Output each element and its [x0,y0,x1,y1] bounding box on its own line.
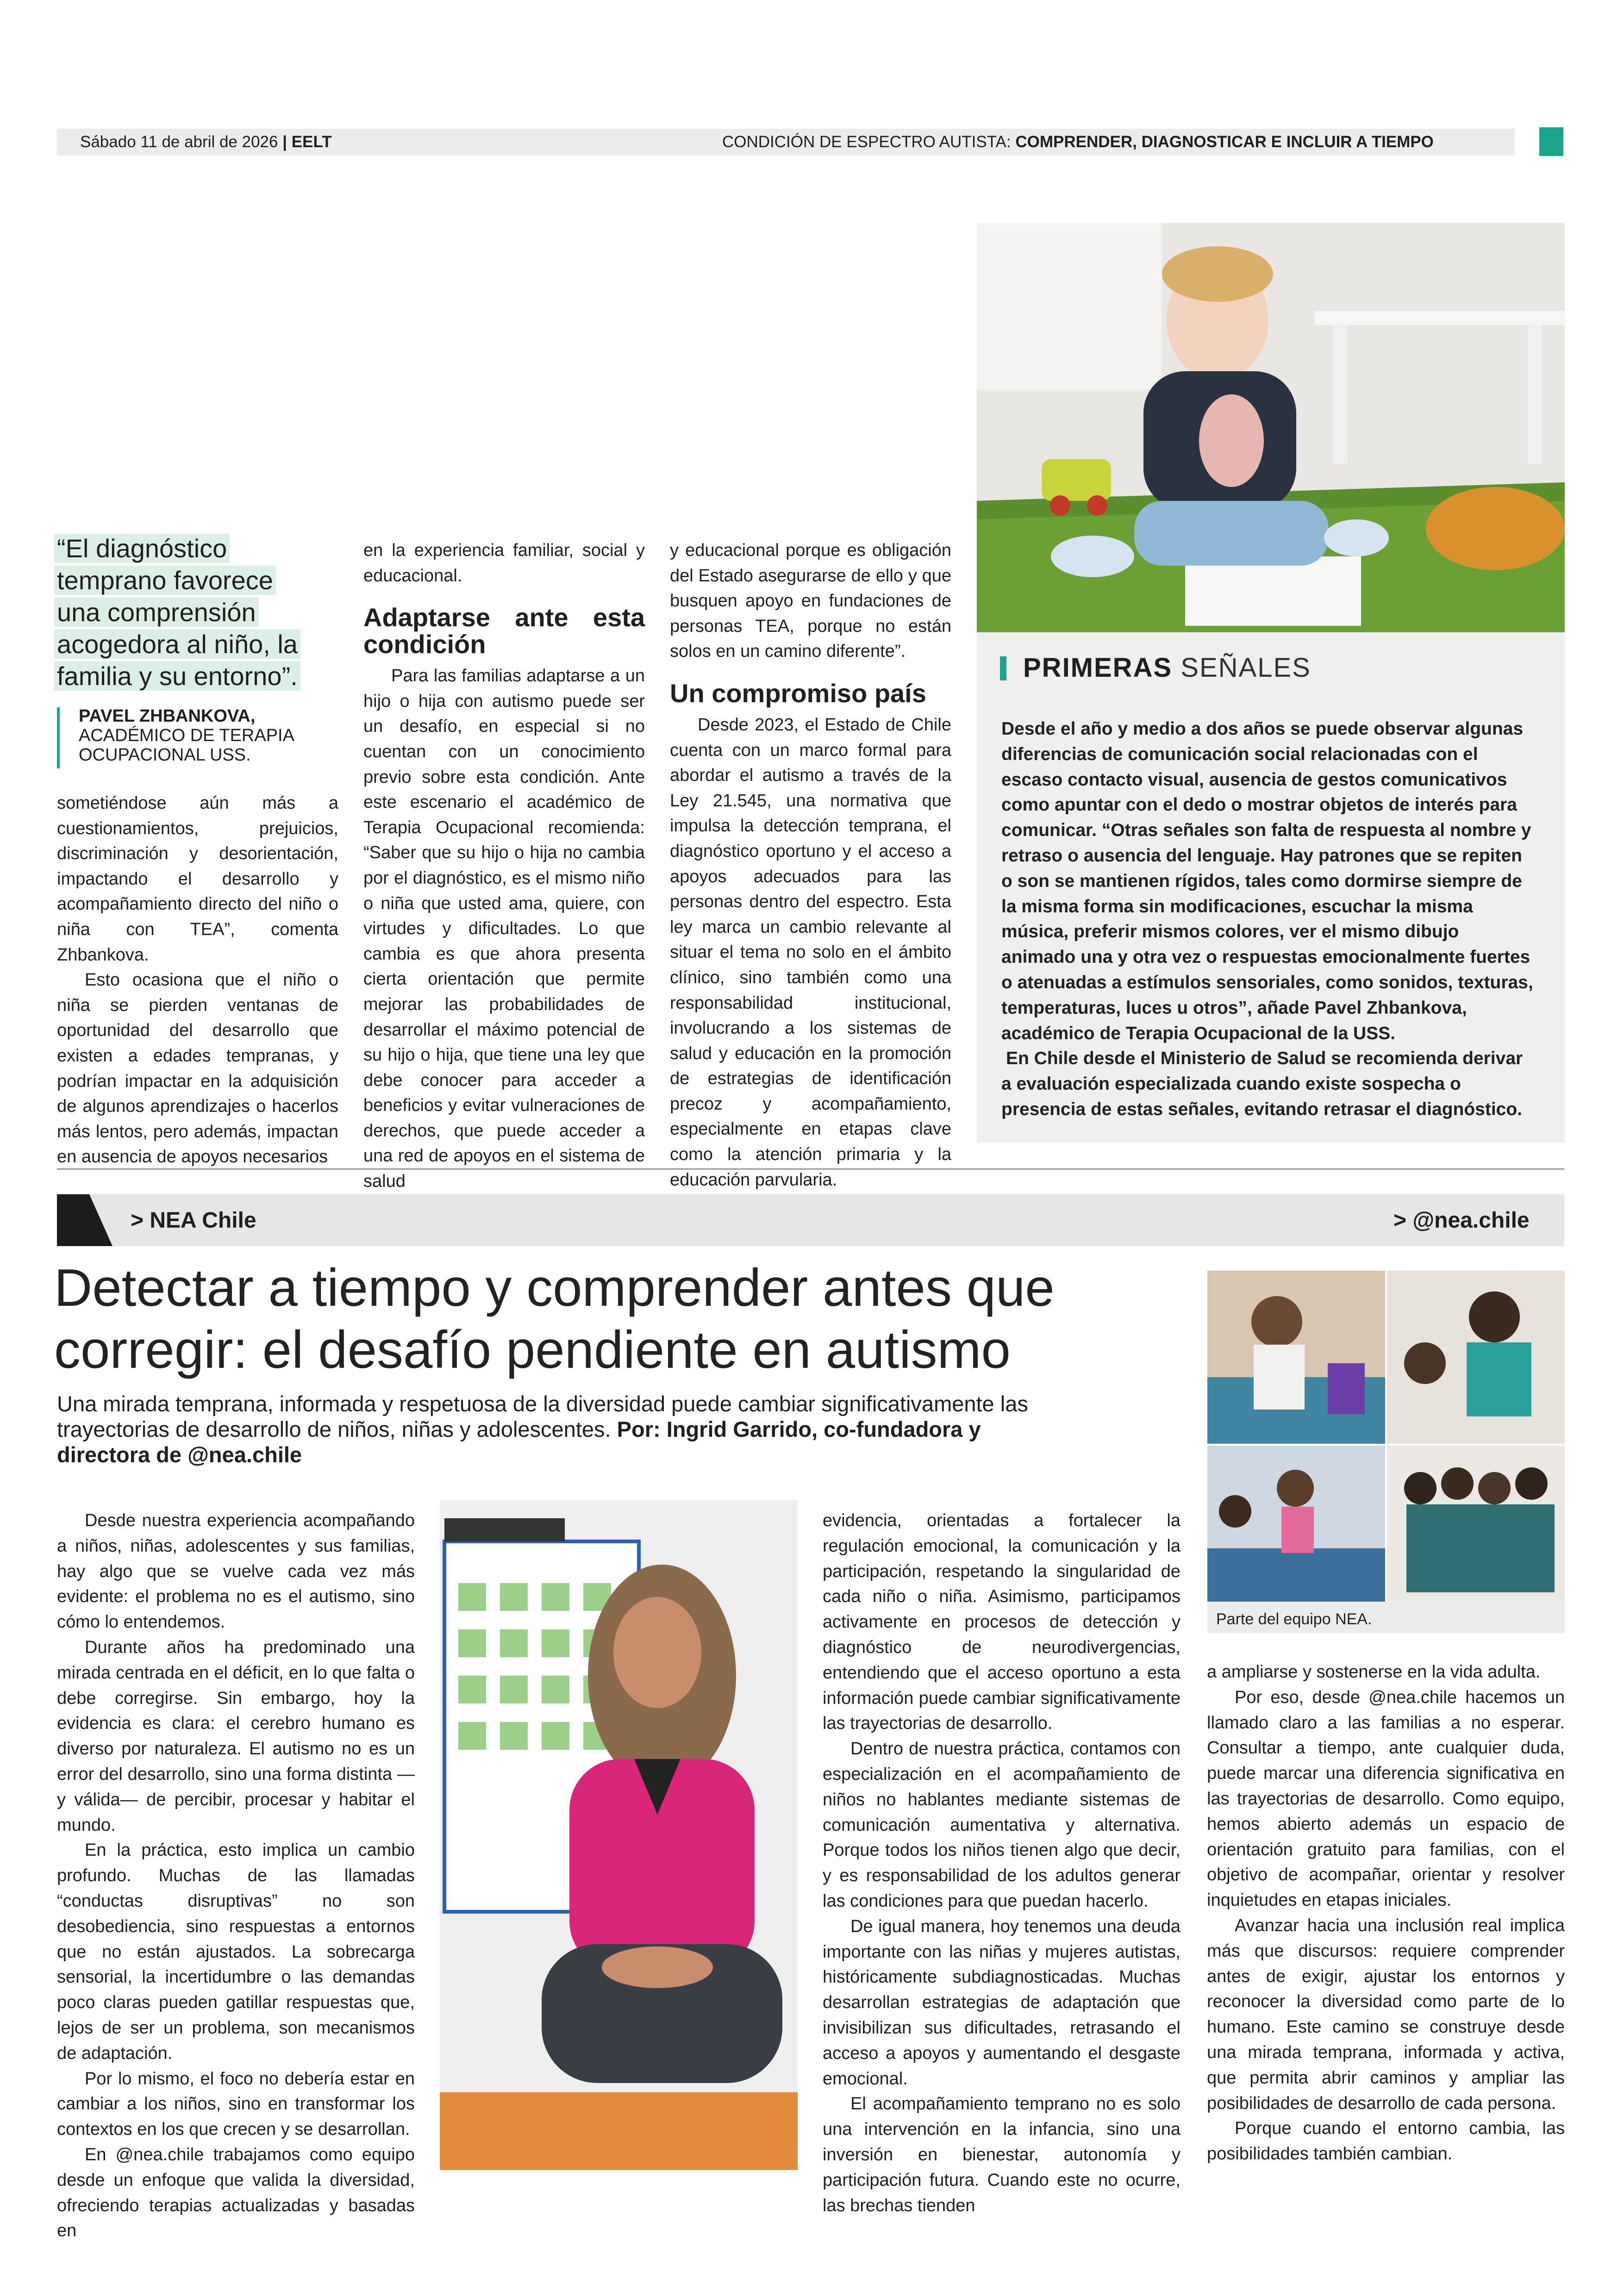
quote-author-name: PAVEL ZHBANKOVA, [79,706,256,726]
headline-line: Detectar a tiempo y comprender antes que [54,1259,1055,1317]
header-date-line [80,133,332,151]
top-column-3 [670,538,951,1192]
header-publication: EELT [291,133,332,151]
paragraph: sometiéndose aún más a cuestionamientos, prejuicios, discriminación y desorientación, impactando el desarrollo y acompañamiento directo del niño o niña con TEA”, comenta Zhbankova. [57,793,338,965]
bottom-column-1 [57,1508,415,2244]
sidebar-body [1001,717,1535,1123]
paragraph: Esto ocasiona que el niño o niña se pierden ventanas de oportunidad del desarrollo que existen a edades tempranas, y podrían impactar en la adquisición de algunos aprendizajes o hacerlos más lentos, pero además, impactan en ausencia de apoyos necesarios [57,970,338,1167]
header-section-prefix: CONDICIÓN DE ESPECTRO AUTISTA: [722,133,1011,151]
paragraph: Avanzar hacia una inclusión real implica más que discursos: requiere comprender antes de exigir, ajustar los entornos y reconocer la diversidad como parte de lo humano. Este camino se construye desde una mirada temprana, informada y activa, que permita abrir caminos y ampliar las posibilidades de desarrollo de cada persona. [1207,1915,1565,2113]
paragraph: Por eso, desde @nea.chile hacemos un llamado claro a las familias a no esperar. Consultar a tiempo, ante cualquier duda, puede marcar una diferencia significativa en las trayectorias de desarrollo. Como equipo, hemos abierto además un espacio de orientación gratuito para familias, con el objetivo de acompañar, orientar y resolver inquietudes en etapas iniciales. [1207,1687,1565,1910]
band-label-left: > NEA Chile [131,1208,256,1233]
headline-line: corregir: el desafío pendiente en autismo [54,1321,1011,1379]
team-photo-collage [1207,1271,1565,1602]
header-accent-square [1539,127,1563,156]
band-triangle-icon [57,1194,112,1246]
paragraph: y educacional porque es obligación del Estado asegurarse de ello y que busquen apoyo en fundaciones de personas TEA, porque no están solos en un camino diferente”. [670,541,951,661]
top-column-1 [57,791,338,1170]
sidebar-title-bold: PRIMERAS [1023,653,1173,683]
bottom-column-2 [823,1508,1181,2218]
pull-quote-line: una comprensión [54,598,259,627]
paragraph: Por lo mismo, el foco no debería estar en cambiar a los niños, sino en transformar los contextos en los que crecen y se desarrollan. [57,2069,415,2139]
pull-quote-line: temprano favorece [54,566,276,595]
paragraph: En @nea.chile trabajamos como equipo desde un enfoque que valida la diversidad, ofreciendo terapias actualizadas y basadas en [57,2145,415,2241]
paragraph: Dentro de nuestra práctica, contamos con especialización en el acompañamiento de niños no hablantes mediante sistemas de comunicación aumentativa y alternativa. Porque todos los niños tienen algo que decir, y es responsabilidad de los adultos generar las condiciones para que puedan hacerlo. [823,1739,1181,1911]
paragraph: en la experiencia familiar, social y educacional. [363,541,645,586]
paragraph: En la práctica, esto implica un cambio profundo. Muchas de las llamadas “conductas disruptivas” no son desobediencia, sino respuestas a entornos que no están ajustados. La sobrecarga sensorial, la incertidumbre o las demandas poco claras pueden gatillar respuestas que, lejos de ser un problema, son mecanismos de adaptación. [57,1840,415,2063]
sidebar-paragraph: En Chile desde el Ministerio de Salud se recomienda derivar a evaluación especializada cuando existe sospecha o presencia de estas señales, evitando retrasar el diagnóstico. [1001,1048,1523,1119]
paragraph: evidencia, orientadas a fortalecer la regulación emocional, la comunicación y la participación, respetando la singularidad de cada niño o niña. Asimismo, participamos activamente en procesos de detección y diagnóstico de neurodivergencias, entendiendo que el acceso oportuno a esta información puede cambiar significativamente las trayectorias de desarrollo. [823,1511,1181,1734]
deck-text: Una mirada temprana, informada y respetuosa de la diversidad puede cambiar significativamente las trayectorias de desarrollo de niños, niñas y adolescentes. [57,1391,1028,1441]
quote-author-role: OCUPACIONAL USS. [79,745,251,765]
quote-author [79,706,319,765]
photo-caption: Parte del equipo NEA. [1216,1610,1372,1628]
headline [54,1257,1212,1381]
byline: Por: Ingrid Garrido, co-fundadora y directora de @nea.chile [57,1417,981,1467]
header-separator: | [282,133,287,151]
deck [57,1391,1075,1467]
paragraph: Porque cuando el entorno cambia, las posibilidades también cambian. [1207,2119,1565,2164]
paragraph: Durante años ha predominado una mirada centrada en el déficit, en lo que falta o debe corregirse. Sin embargo, hoy la evidencia es clara: el cerebro humano es diverso por naturaleza. El autismo no es un error del desarrollo, sino una forma distinta —y válida— de percibir, procesar y habitar el mundo. [57,1637,415,1835]
header-section [722,133,1434,151]
paragraph: Para las familias adaptarse a un hijo o hija con autismo puede ser un desafío, en especial si no cuentan con un conocimiento previo sobre esta condición. Ante este escenario el académico de Terapia Ocupacional recomienda: “Saber que su hijo o hija no cambia por el diagnóstico, es el mismo niño o niña que usted ama, quiere, con virtudes y dificultades. Lo que cambia es que ahora presenta cierta orientación que permite mejorar las probabilidades de desarrollar el máximo potencial de su hijo o hija, que tiene una ley que debe conocer para acceder a beneficios y evitar vulneraciones de derechos, que puede acceder a una red de apoyos en el sistema de salud [363,666,645,1191]
sidebar-title-mark [1000,656,1006,680]
band-label-right: > @nea.chile [1393,1208,1530,1233]
quote-author-bar [57,707,60,768]
paragraph: Desde nuestra experiencia acompañando a niños, niñas, adolescentes y sus familias, hay algo que se vuelve cada vez más evidente: el problema no es el autismo, sino cómo lo entendemos. [57,1511,415,1632]
section-divider [57,1168,1564,1170]
paragraph: El acompañamiento temprano no es solo una intervención en la infancia, sino una inversión en bienestar, autonomía y participación futura. Cuando este no ocurre, las brechas tienden [823,2094,1181,2215]
pull-quote-line: acogedora al niño, la [54,630,300,659]
pull-quote-line: familia y su entorno”. [54,661,300,691]
toddler-photo [977,223,1565,632]
sidebar-paragraph: Desde el año y medio a dos años se puede observar algunas diferencias de comunicación social relacionadas con el escaso contacto visual, ausencia de gestos comunicativos como apuntar con el dedo o mostrar objetos de interés para comunicar. “Otras señales son falta de respuesta al nombre y retraso o ausencia del lenguaje. Hay patrones que se repiten o son se mantienen rígidos, tales como dormirse siempre de la misma forma sin modificaciones, escuchar la misma música, preferir mismos colores, ver el mismo dibujo animado una y otra vez o respuestas emocionalmente fuertes o atenuadas a estímulos sensoriales, como sonidos, texturas, temperaturas, luces u otros”, añade Pavel Zhbankova, académico de Terapia Ocupacional de la USS. [1001,719,1533,1043]
header-section-title: COMPRENDER, DIAGNOSTICAR E INCLUIR A TIEMPO [1015,133,1434,151]
sidebar-title [1023,653,1311,683]
pull-quote-line: “El diagnóstico [54,534,230,563]
header-date: Sábado 11 de abril de 2026 [80,133,278,151]
paragraph: De igual manera, hoy tenemos una deuda importante con las niñas y mujeres autistas, históricamente subdiagnosticadas. Muchas desarrollan estrategias de adaptación que invisibilizan sus dificultades, retrasando el acceso a apoyos y aumentando el desgaste emocional. [823,1916,1181,2089]
paragraph: a ampliarse y sostenerse en la vida adulta. [1207,1662,1541,1682]
paragraph: Desde 2023, el Estado de Chile cuenta con un marco formal para abordar el autismo a través de la Ley 21.545, una normativa que impulsa la detección temprana, el diagnóstico oportuno y el acceso a apoyos adecuados para las personas dentro del espectro. Esta ley marca un cambio relevante al situar el tema no solo en el ámbito clínico, sino también como una responsabilidad institucional, involucrando a los sistemas de salud y educación en la promoción de estrategias de identificación precoz y acompañamiento, especialmente en etapas clave como la atención primaria y la educación parvularia. [670,715,951,1190]
sidebar-title-light: SEÑALES [1181,653,1311,683]
top-column-2 [363,538,645,1194]
subheading-compromiso: Un compromiso país [670,678,926,708]
section-band [57,1194,1564,1246]
pull-quote [54,532,313,692]
subheading-adaptarse: Adaptarse ante esta condición [363,603,645,659]
quote-author-role: ACADÉMICO DE TERAPIA [79,726,294,745]
bottom-column-3 [1207,1659,1565,2167]
author-portrait-photo [440,1500,798,2170]
